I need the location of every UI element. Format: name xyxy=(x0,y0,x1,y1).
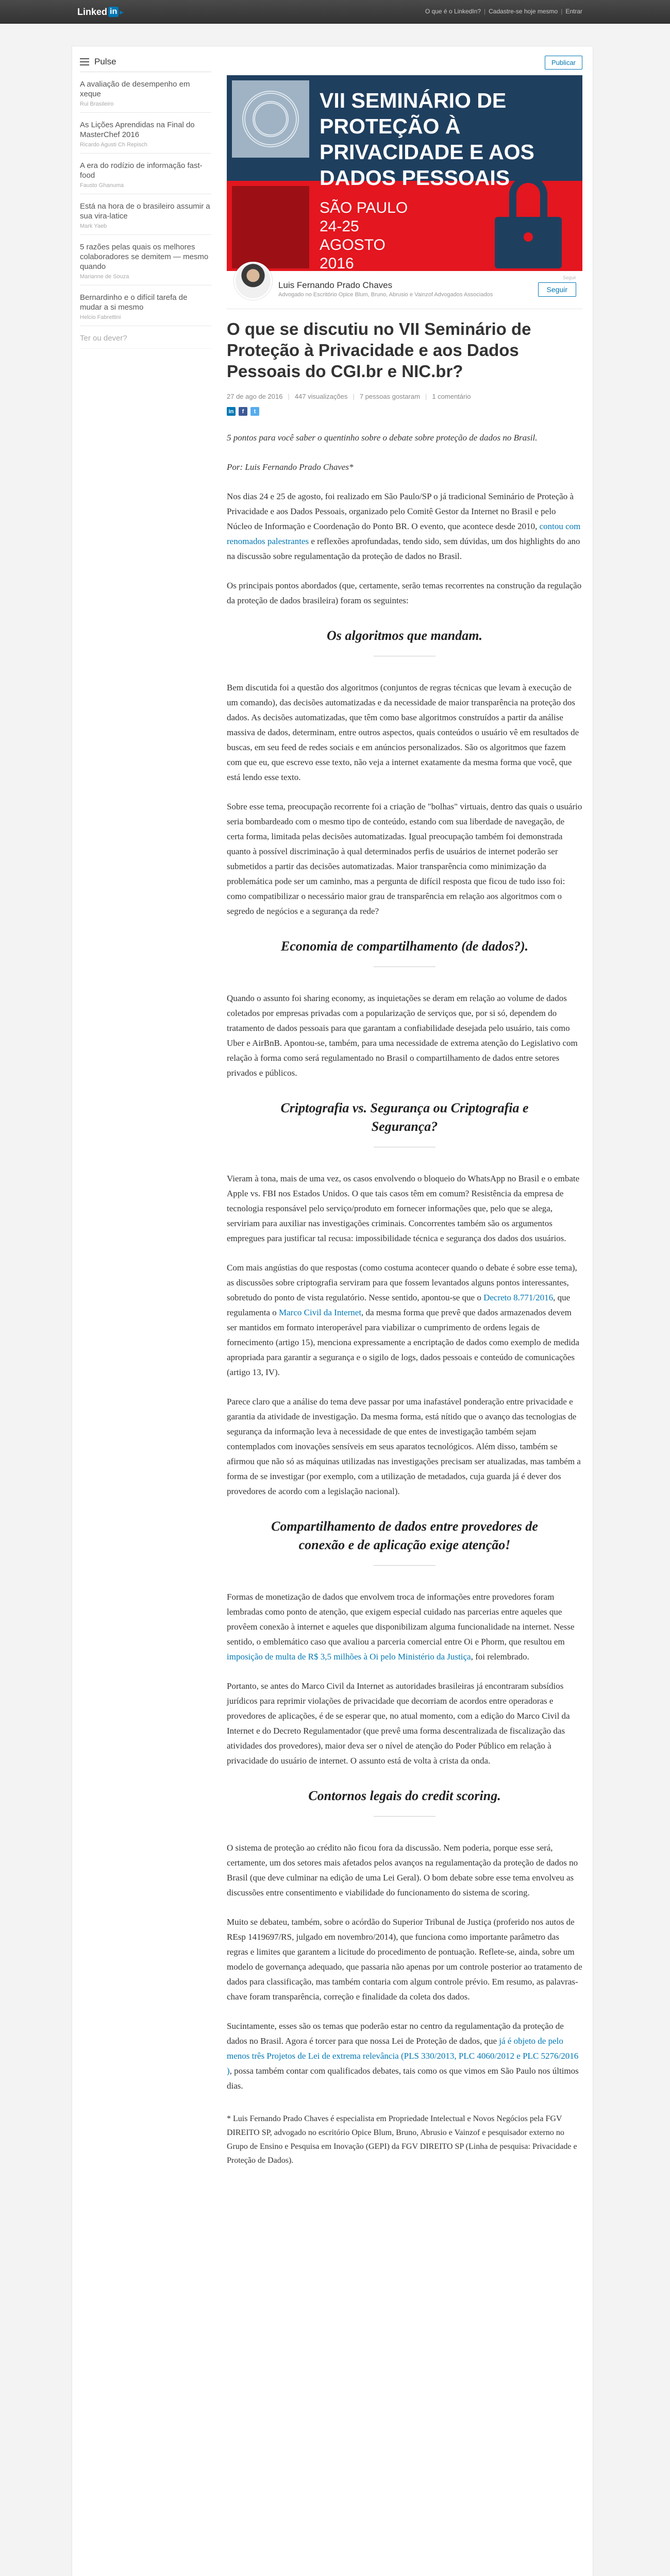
paragraph xyxy=(227,2019,582,2093)
hero-dates: 24-25 xyxy=(320,218,359,235)
view-count: 447 visualizações xyxy=(294,393,348,400)
author-name[interactable]: Luis Fernando Prado Chaves xyxy=(278,280,393,290)
article-title: O que se discutiu no VII Seminário de Proteção à Privacidade e aos Dados Pessoais do CGI.br e NIC.br? xyxy=(227,319,531,381)
follow-caption: Seguir xyxy=(562,275,576,280)
padlock-icon xyxy=(495,217,562,268)
hero-photo-block xyxy=(232,186,309,268)
sidebar-article-title: Ter ou dever? xyxy=(80,334,127,343)
linkedin-logo[interactable] xyxy=(77,6,123,18)
hero-month: AGOSTO xyxy=(320,236,386,253)
hero-city: SÃO PAULO xyxy=(320,199,408,216)
follow-button[interactable]: Seguir xyxy=(538,282,576,297)
paragraph-text: , da mesma forma que prevê que dados armazenados devem ser mantidos em formato interoperável para viabilizar o cumprimento de ordens legais de fornecimento (artigo 15), menciona expressamente a encriptação de dados como exemplo de medida apropriada para garantir a segurança e o sigilo de logs, dados pessoais e conteúdo de comunicações (artigo 13, IV). xyxy=(227,1308,579,1377)
sidebar-article-title: A avaliação de desempenho em xeque xyxy=(80,80,190,98)
section-heading: Contornos legais do credit scoring. xyxy=(263,1787,546,1817)
paragraph: Muito se debateu, também, sobre o acórdão do Superior Tribunal de Justiça (proferido nos autos de REsp 1419697/RS, julgado em novembro/2014), que funciona como importante parâmetro das regras e limites que garantem a licitude do procedimento de pontuação. Reflete-se, ainda, sobre um modelo de governança adequado, que passaria não apenas por um controle posterior ao tratamento de dados para classificação, mas também contaria com algum controle prévio. Em resumo, as palavras-chave foram transparência, correção e finalidade da coleta dos dados. xyxy=(227,1917,582,2002)
sidebar-article-title: Bernardinho e o difícil tarefa de mudar a si mesmo xyxy=(80,293,188,312)
fine-link[interactable]: imposição de multa de R$ 3,5 milhões à Oi pelo Ministério da Justiça xyxy=(227,1652,471,1662)
section-heading: Economia de compartilhamento (de dados?). xyxy=(263,937,546,967)
logo-dot-icon: ▸ xyxy=(120,7,124,16)
byline: Por: Luis Fernando Prado Chaves* xyxy=(227,462,354,472)
sidebar-article-title: Está na hora de o brasileiro assumir a sua vira-latice xyxy=(80,202,210,221)
like-count[interactable]: 7 pessoas gostaram xyxy=(359,393,420,400)
paragraph: Portanto, se antes do Marco Civil da Internet as autoridades brasileiras já encontraram subsídios jurídicos para reprimir violações de privacidade que decorriam de acordos entre operadoras e provedores de aplicações, é de se esperar que, no atual momento, com a edição do Marco Civil da Internet e do Decreto Regulamentador (que prevê uma forma descentralizada de fiscalização das atividades dos provedores), maior deva ser o nível de atenção do Poder Público em relação à privacidade do usuário de internet. O assunto está de volta à crista da onda. xyxy=(227,1681,570,1766)
meta-separator: | xyxy=(425,393,427,400)
sidebar-article-author: Rui Brasileiro xyxy=(80,101,114,107)
paragraph: Bem discutida foi a questão dos algoritmos (conjuntos de regras técnicas que levam à execução de um comando), das decisões automatizadas e da necessidade de maior transparência na proteção dos dados. As decisões automatizadas, que têm como base algoritmos construídos a partir da análise massiva de dados, determinam, entre outros aspectos, quais conteúdos o usuário vê em resultados de buscas, em seu feed de redes sociais e em anúncios personalizados. São os algoritmos que fazem com que eu, que escrevo esse texto, não veja a internet exatamente da mesma forma que você, que está lendo esse texto. xyxy=(227,683,579,782)
twitter-share-icon[interactable]: t xyxy=(250,407,259,416)
top-bar xyxy=(0,0,670,24)
sidebar-article[interactable] xyxy=(80,72,211,113)
menu-icon[interactable] xyxy=(80,58,89,65)
link-separator: | xyxy=(484,8,486,15)
author-role: Advogado no Escritório Opice Blum, Bruno, Abrusio e Vainzof Advogados Associados xyxy=(278,292,493,298)
paragraph: Parece claro que a análise do tema deve passar por uma inafastável ponderação entre privacidade e garantia da atividade de investigação. Da mesma forma, está nítido que o avanço das tecnologias de segurança da informação leva à necessidade de que entes de investigação também sejam contemplados com inovações sensíveis em seus aparatos tecnológicos. Além disso, também se afirmou que não só as máquinas utilizadas nas investigações precisam ser atualizadas, mas também a forma de se investigar (por exemplo, com a utilização de metadados, cuja guarda já é dever dos provedores de acordo com a legislação nacional). xyxy=(227,1397,581,1496)
sidebar-article-title: 5 razões pelas quais os melhores colaboradores se demitem — mesmo quando xyxy=(80,243,209,271)
fingerprint-ring xyxy=(253,101,289,137)
paragraph-text: Formas de monetização de dados que envolvem troca de informações entre provedores foram lembradas como ponto de atenção, que exigem especial cuidado nas parcerias entre aqueles que provêem conexão à internet e aqueles que disponibilizam alguma funcionalidade na internet. Nesse sentido, o emblemático caso que avaliou a parceria comercial entre Oi e Phorm, que resultou em xyxy=(227,1592,575,1647)
paragraph-text: e reflexões aprofundadas, tendo sido, sem dúvidas, um dos highlights do ano na discussão sobre regulamentação da proteção de dados no Brasil. xyxy=(227,536,580,561)
page-container xyxy=(72,46,593,2576)
fingerprint-icon xyxy=(232,80,309,158)
sidebar-article[interactable] xyxy=(80,235,211,285)
pulse-sidebar xyxy=(80,52,211,349)
link-signup[interactable]: Cadastre-se hoje mesmo xyxy=(489,8,558,15)
article-meta xyxy=(227,393,471,400)
author-bar xyxy=(227,271,582,309)
sidebar-article[interactable] xyxy=(80,113,211,154)
speakers-link[interactable]: contou com renomados palestrantes xyxy=(227,521,581,546)
paragraph-text: , possa também contar com qualificados debates, tais como os que vimos em São Paulo nos últimos dias. xyxy=(227,2066,579,2091)
link-separator: | xyxy=(561,8,563,15)
paragraph xyxy=(227,1260,582,1380)
sidebar-article-author: Helcio Fabrettini xyxy=(80,314,121,320)
sidebar-article-author: Marianne de Souza xyxy=(80,274,129,280)
sidebar-article[interactable] xyxy=(80,194,211,235)
author-avatar[interactable] xyxy=(234,262,272,300)
sidebar-article-list xyxy=(80,72,211,349)
publish-date: 27 de ago de 2016 xyxy=(227,393,283,400)
comment-count[interactable]: 1 comentário xyxy=(432,393,471,400)
paragraph: O sistema de proteção ao crédito não ficou fora da discussão. Nem poderia, porque esse será, certamente, um dos setores mais afetados pelos avanços na regulamentação da proteção de dados no Brasil (que deve culminar na edição de uma Lei Geral). O bom debate sobre esse tema envolveu as discussões entre consentimento e viabilidade do funcionamento do sistema de scoring. xyxy=(227,1843,578,1897)
paragraph: Sobre esse tema, preocupação recorrente foi a criação de "bolhas" virtuais, dentro das quais o usuário seria bombardeado com o mesmo tipo de conteúdo, estando com sua liberdade de navegação, de certa forma, limitada pelas decisões automatizadas. Igual preocupação também foi demonstrada quanto à possível discriminação à qual determinados perfis de usuários de internet poderão ser submetidos a partir das decisões automatizadas. Maior transparência como minimização da problemática pode ser um caminho, mas a pergunta de difícil resposta que ficou de tudo isso foi: como compatibilizar o necessário maior grau de transparência em relação aos algoritmos com o segredo de negócios e a segurança da rede? xyxy=(227,802,582,916)
paragraph xyxy=(227,489,582,564)
section-heading: Criptografia vs. Segurança ou Criptografia e Segurança? xyxy=(263,1099,546,1147)
lead-paragraph: 5 pontos para você saber o quentinho sobre o debate sobre proteção de dados no Brasil. xyxy=(227,433,538,443)
sidebar-article-title: A era do rodízio de informação fast-food xyxy=(80,161,203,180)
sidebar-article[interactable] xyxy=(80,326,211,349)
link-login[interactable]: Entrar xyxy=(565,8,582,15)
decree-link[interactable]: Decreto 8.771/2016 xyxy=(483,1293,554,1302)
paragraph-text: Com mais angústias do que respostas (como costuma acontecer quando o debate é sobre esse tema), as discussões sobre criptografia serviram para que fossem levantados alguns pontos interessantes, sobretudo do ponto de vista regulatório. Nesse sentido, apontou-se que o xyxy=(227,1263,577,1302)
article-body xyxy=(227,430,582,2182)
publish-button[interactable]: Publicar xyxy=(545,56,582,70)
paragraph-text: , foi relembrado. xyxy=(471,1652,529,1662)
sidebar-article[interactable] xyxy=(80,285,211,326)
sidebar-article-author: Fausto Ghanuma xyxy=(80,182,124,189)
sidebar-article-author: Ricardo Agusti Ch Repisch xyxy=(80,142,147,148)
bills-link[interactable]: já é objeto de pelo menos três Projetos de Lei de extrema relevância (PLS 330/2013, PLC 4060/2012 e PLC 5276/2016 ) xyxy=(227,2036,579,2076)
hero-image xyxy=(227,75,582,271)
link-what-is-linkedin[interactable]: O que é o LinkedIn? xyxy=(425,8,481,15)
section-heading: Os algoritmos que mandam. xyxy=(263,626,546,656)
sidebar-article-title: As Lições Aprendidas na Final do MasterChef 2016 xyxy=(80,121,195,139)
padlock-keyhole xyxy=(524,232,533,242)
marco-civil-link[interactable]: Marco Civil da Internet xyxy=(279,1308,362,1317)
meta-separator: | xyxy=(353,393,355,400)
paragraph: Quando o assunto foi sharing economy, as inquietações se deram em relação ao volume de dados coletados por empresas privadas com a popularização de serviços que, por si só, dependem do tratamento de dados pessoais para que garantam a confiabilidade desejada pelo usuário, tais como Uber e AirBnB. Apontou-se, também, para uma necessidade de extrema atenção do Legislativo com relação à forma como será regulamentado no Brasil o compartilhamento de dados entre setores privados e públicos. xyxy=(227,993,578,1078)
logo-text: Linked xyxy=(77,6,108,17)
hero-year: 2016 xyxy=(320,255,354,271)
share-buttons xyxy=(227,407,259,416)
meta-separator: | xyxy=(288,393,290,400)
sidebar-article[interactable] xyxy=(80,154,211,194)
facebook-share-icon[interactable]: f xyxy=(239,407,247,416)
hero-title: VII SEMINÁRIO DE PROTEÇÃO À PRIVACIDADE E AOS DADOS PESSOAIS xyxy=(320,89,534,190)
top-links xyxy=(425,8,582,15)
logo-in-badge: in xyxy=(108,7,119,17)
paragraph-text: , que regulamenta o xyxy=(227,1293,571,1317)
hero-event-info xyxy=(320,199,408,271)
author-footnote: * Luis Fernando Prado Chaves é especialista em Propriedade Intelectual e Novos Negócios pela FGV DIREITO SP, advogado no escritório Opice Blum, Bruno, Abrusio e Vainzof e pesquisador externo no Grupo de Ensino e Pesquisa em Inovação (GEPI) da FGV DIREITO SP (Linha de pesquisa: Privacidade e Proteção de Dados). xyxy=(227,2114,577,2165)
pulse-header[interactable] xyxy=(80,52,211,72)
sidebar-article-author: Mark Yaeb xyxy=(80,223,107,229)
paragraph xyxy=(227,1589,582,1664)
pulse-title: Pulse xyxy=(94,56,116,66)
paragraph-text: Nos dias 24 e 25 de agosto, foi realizado em São Paulo/SP o já tradicional Seminário de Proteção à Privacidade e aos Dados Pessoais, organizado pelo Comitê Gestor da Internet no Brasil e pelo Núcleo de Informação e Coordenação do Ponto BR. O evento, que acontece desde 2010, xyxy=(227,492,574,531)
paragraph: Vieram à tona, mais de uma vez, os casos envolvendo o bloqueio do WhatsApp no Brasil e o embate Apple vs. FBI nos Estados Unidos. O que tais casos têm em comum? Resistência da empresa de tecnologia responsável pelo serviço/produto em fornecer informações que, pelo que se alega, serviriam para auxiliar nas investigações criminais. Concorrentes também são os argumentos empregues para justificar tal recusa: impossibilidade técnica e segurança dos dados dos usuários. xyxy=(227,1174,580,1243)
linkedin-share-icon[interactable]: in xyxy=(227,407,236,416)
paragraph: Os principais pontos abordados (que, certamente, serão temas recorrentes na construção da regulação da proteção de dados brasileira) foram os seguintes: xyxy=(227,581,582,605)
paragraph-text: Sucintamente, esses são os temas que poderão estar no centro da regulamentação da proteção de dados no Brasil. Agora é torcer para que nossa Lei de Proteção de dados, que xyxy=(227,2021,564,2046)
section-heading: Compartilhamento de dados entre provedores de conexão e de aplicação exige atenção! xyxy=(263,1517,546,1566)
